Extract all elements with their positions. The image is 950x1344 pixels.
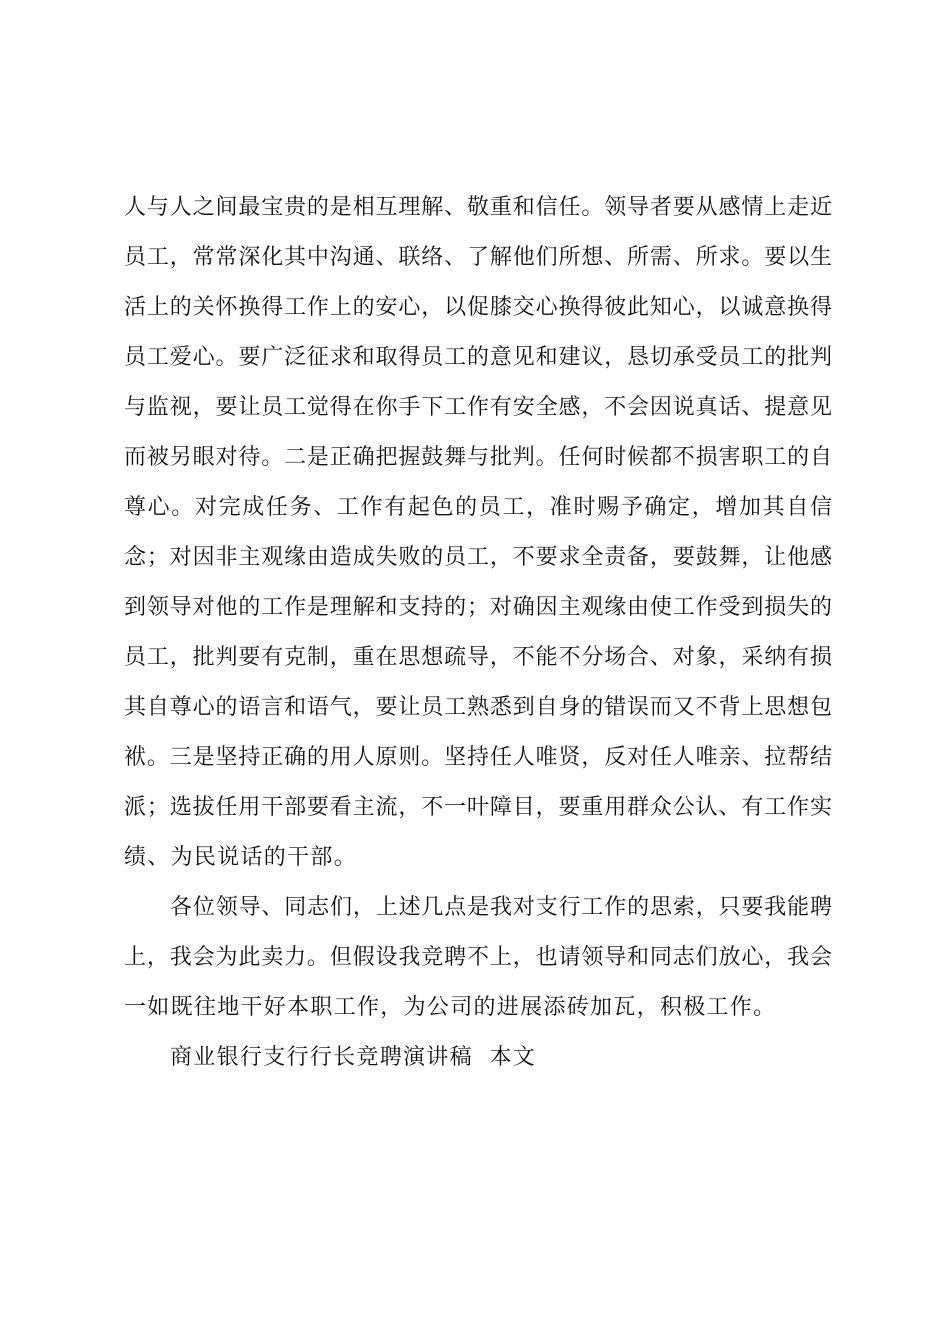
paragraph-1-line-13: 派；选拔任用干部要看主流，不一叶障目，要重用群众公认、有工作实: [124, 795, 832, 820]
paragraph-1-line-10: 员工，批判要有克制，重在思想疏导，不能不分场合、对象，采纳有损: [124, 645, 832, 670]
paragraph-2-line-2: 上，我会为此卖力。但假设我竞聘不上，也请领导和同志们放心，我会: [124, 945, 832, 970]
paragraph-1-line-3: 活上的关怀换得工作上的安心，以促膝交心换得彼此知心，以诚意换得: [124, 295, 832, 320]
paragraph-2-line-3: 一如既往地干好本职工作，为公司的进展添砖加瓦，积极工作。: [124, 995, 777, 1020]
paragraph-1-line-14: 绩、为民说话的干部。: [124, 845, 358, 870]
paragraph-1-line-12: 袱。三是坚持正确的用人原则。坚持任人唯贤，反对任人唯亲、拉帮结: [124, 745, 832, 770]
paragraph-1-line-11: 其自尊心的语言和语气，要让员工熟悉到自身的错误而又不背上思想包: [124, 695, 832, 720]
paragraph-1-line-1: 人与人之间最宝贵的是相互理解、敬重和信任。领导者要从感情上走近: [124, 195, 832, 220]
footer-line: 商业银行支行行长竞聘演讲稿 本文: [170, 1045, 537, 1070]
paragraph-1-line-7: 尊心。对完成任务、工作有起色的员工，准时赐予确定，增加其自信: [124, 495, 832, 520]
paragraph-1-line-5: 与监视，要让员工觉得在你手下工作有安全感，不会因说真话、提意见: [124, 395, 832, 420]
paragraph-2-line-1: 各位领导、同志们，上述几点是我对支行工作的思索，只要我能聘: [170, 895, 832, 920]
paragraph-1-line-6: 而被另眼对待。二是正确把握鼓舞与批判。任何时候都不损害职工的自: [124, 445, 832, 470]
paragraph-1-line-2: 员工，常常深化其中沟通、联络、了解他们所想、所需、所求。要以生: [124, 245, 832, 270]
paragraph-1-line-4: 员工爱心。要广泛征求和取得员工的意见和建议，恳切承受员工的批判: [124, 345, 832, 370]
paragraph-1-line-9: 到领导对他的工作是理解和支持的；对确因主观缘由使工作受到损失的: [124, 595, 832, 620]
paragraph-1-line-8: 念；对因非主观缘由造成失败的员工，不要求全责备，要鼓舞，让他感: [124, 545, 832, 570]
